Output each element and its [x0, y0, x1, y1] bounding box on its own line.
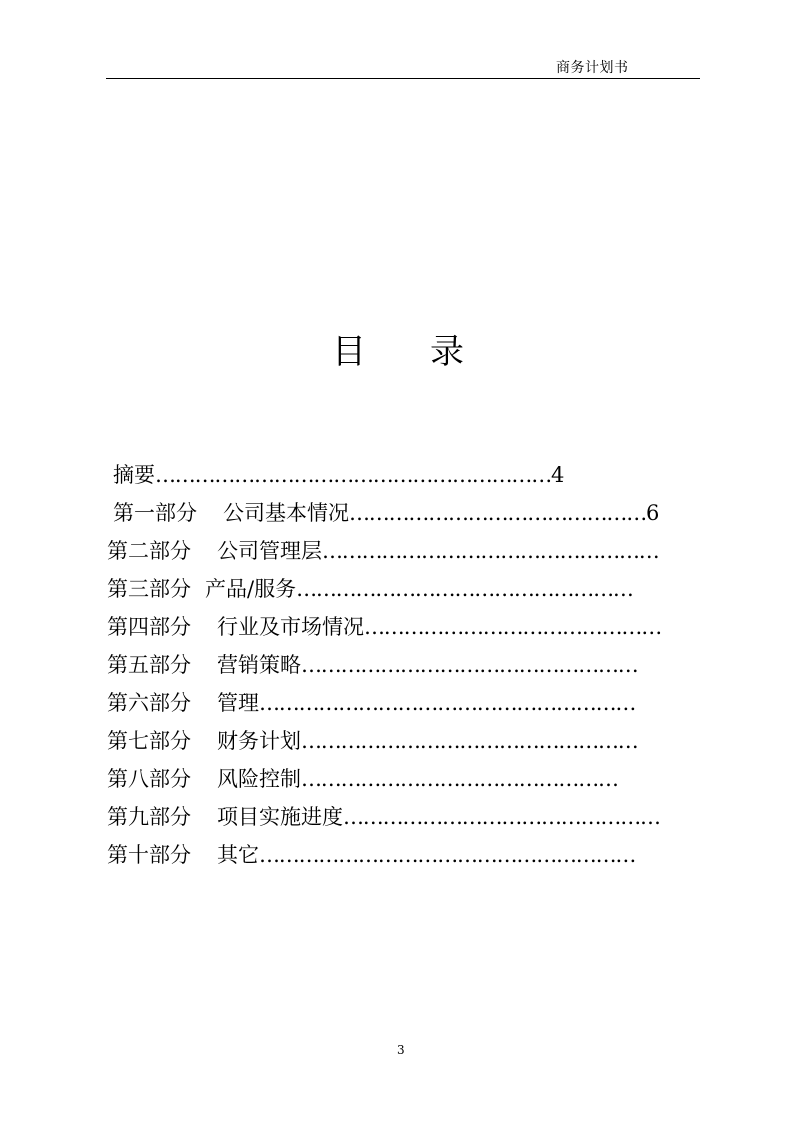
toc-entry-part-10[interactable]	[107, 840, 635, 870]
toc-entry-label: 第一部分	[113, 501, 197, 525]
toc-entry-label: 摘要	[113, 463, 155, 487]
toc-title-char-2: 录	[430, 332, 464, 372]
toc-entry-summary[interactable]	[113, 460, 564, 490]
toc-entry-part-6[interactable]	[107, 688, 635, 718]
toc-leader-dots: ……………………………………………	[296, 577, 633, 601]
toc-entry-part-3[interactable]	[107, 574, 633, 604]
toc-entry-label: 第四部分	[107, 615, 191, 639]
toc-page-number: 6	[646, 501, 660, 525]
toc-entry-part-7[interactable]	[107, 726, 638, 756]
toc-entry-label: 第三部分	[107, 577, 191, 601]
toc-entry-label: 第八部分	[107, 767, 191, 791]
toc-page-number: 4	[551, 463, 565, 487]
toc-entry-section: 行业及市场情况	[217, 615, 364, 639]
toc-entry-part-9[interactable]	[107, 802, 660, 832]
toc-entry-part-5[interactable]	[107, 650, 638, 680]
toc-entry-section: 财务计划	[217, 729, 301, 753]
toc-entry-section: 公司管理层	[217, 539, 322, 563]
toc-entry-label: 第九部分	[107, 805, 191, 829]
toc-entry-section: 管理	[217, 691, 259, 715]
toc-leader-dots: …………………………………………………	[259, 843, 636, 867]
toc-entry-section: 其它	[217, 843, 259, 867]
toc-entry-label: 第十部分	[107, 843, 191, 867]
header-title: 商务计划书	[556, 60, 629, 76]
toc-leader-dots: ………………………………………	[349, 501, 647, 525]
toc-leader-dots: ……………………………………………	[301, 653, 638, 677]
toc-entry-part-1[interactable]	[113, 498, 659, 528]
toc-leader-dots: ……………………………………………	[322, 539, 659, 563]
toc-entry-section: 风险控制	[217, 767, 301, 791]
toc-entry-label: 第五部分	[107, 653, 191, 677]
toc-entry-section: 公司基本情况	[223, 501, 349, 525]
toc-leader-dots: ……………………………………………………	[155, 463, 552, 487]
toc-leader-dots: …………………………………………	[301, 767, 618, 791]
toc-entry-part-8[interactable]	[107, 764, 618, 794]
toc-entry-label: 第七部分	[107, 729, 191, 753]
toc-entry-part-4[interactable]	[107, 612, 661, 642]
toc-entry-part-2[interactable]	[107, 536, 659, 566]
toc-leader-dots: …………………………………………………	[259, 691, 636, 715]
toc-leader-dots: …………………………………………	[343, 805, 660, 829]
toc-entry-section: 营销策略	[217, 653, 301, 677]
toc-title-char-1: 目	[332, 332, 366, 372]
toc-entry-section: 产品/服务	[205, 577, 297, 601]
toc-entry-label: 第二部分	[107, 539, 191, 563]
toc-entry-label: 第六部分	[107, 691, 191, 715]
header-divider	[106, 78, 700, 79]
page-number: 3	[397, 1043, 405, 1057]
toc-leader-dots: ………………………………………	[364, 615, 662, 639]
toc-entry-section: 项目实施进度	[217, 805, 343, 829]
toc-leader-dots: ……………………………………………	[301, 729, 638, 753]
